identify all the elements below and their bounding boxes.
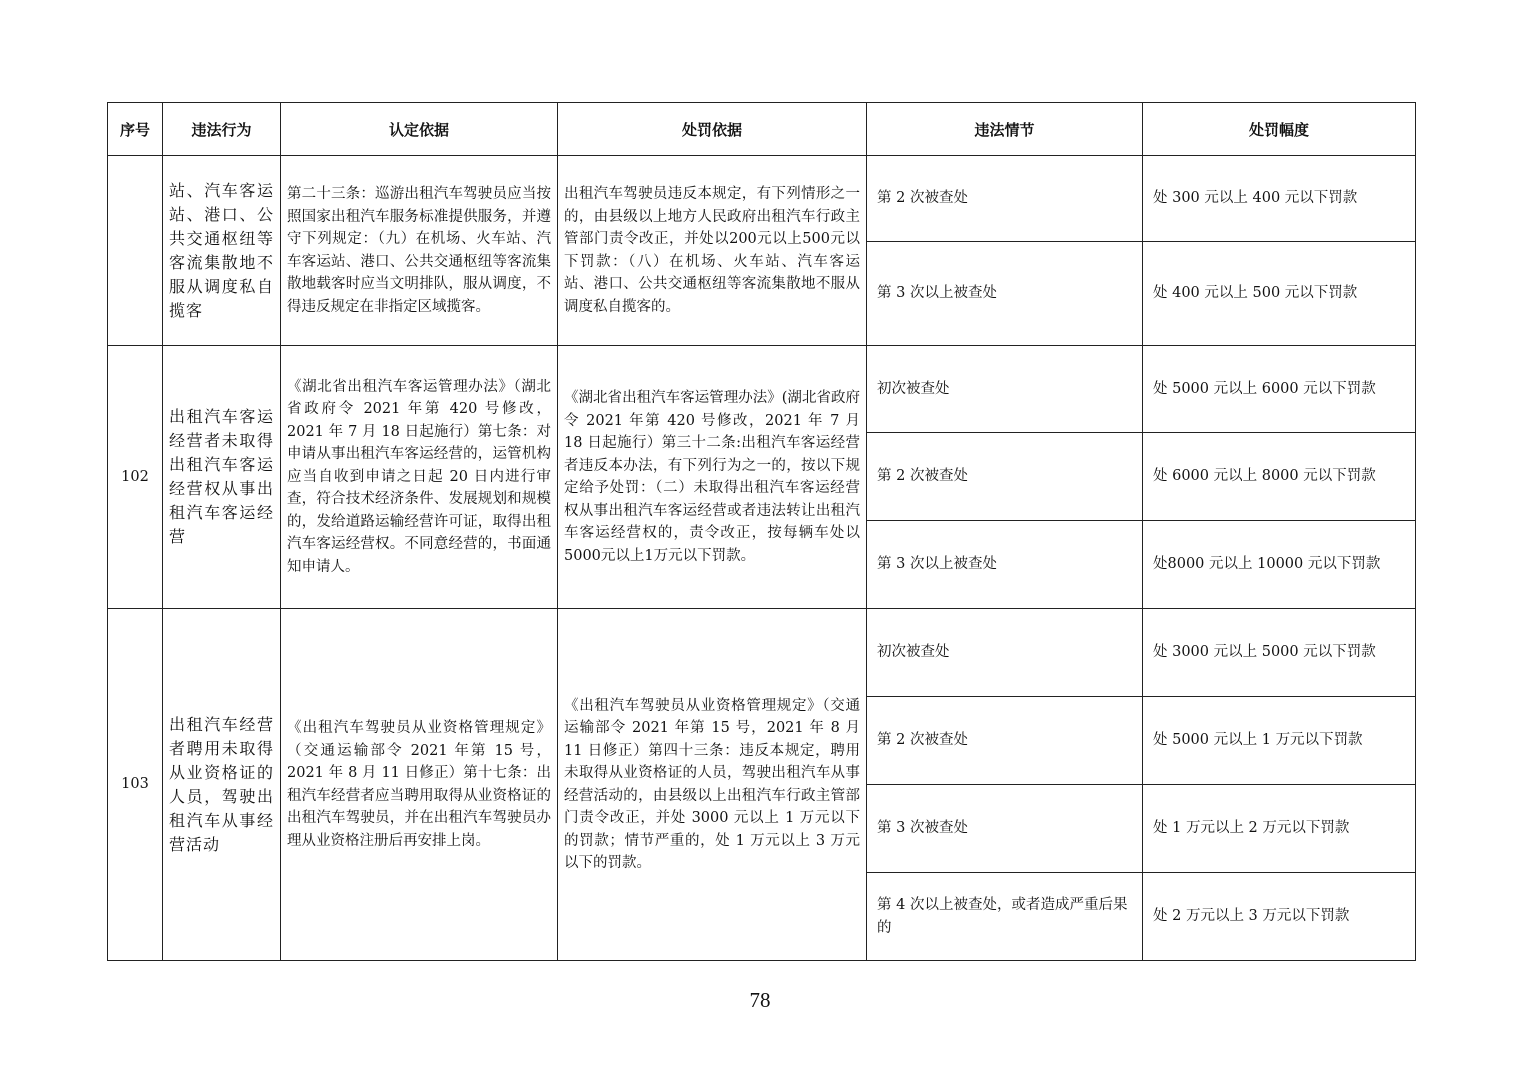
page-number: 78 <box>749 988 771 1012</box>
row-basis-determination: 《湖北省出租汽车客运管理办法》（湖北省政府令 2021 年第 420 号修改，2021 年 7 月 18 日起施行）第七条：对申请从事出租汽车客运经营的，运管机构应当自收到申请之日起 20 日内进行审查，符合技术经济条件、发展规划和规模的，发给道路运输经营许可证，取得出租汽车客运经营权。不同意经营的，书面通知申请人。 <box>281 346 558 609</box>
row-seq <box>108 156 163 346</box>
row-seq: 102 <box>108 346 163 609</box>
row-circumstance: 第 3 次以上被查处 <box>867 242 1143 346</box>
row-circumstance: 第 2 次被查处 <box>867 156 1143 242</box>
row-basis-penalty: 出租汽车驾驶员违反本规定，有下列情形之一的，由县级以上地方人民政府出租汽车行政主管部门责令改正，并处以200元以上500元以下罚款：（八）在机场、火车站、汽车客运站、港口、公共交通枢纽等客流集散地不服从调度私自揽客的。 <box>558 156 867 346</box>
table-row <box>108 346 1416 433</box>
row-basis-penalty: 《出租汽车驾驶员从业资格管理规定》（交通运输部令 2021 年第 15 号，2021 年 8 月 11 日修正）第四十三条：违反本规定，聘用未取得从业资格证的人员，驾驶出租汽车从事经营活动的，由县级以上出租汽车行政主管部门责令改正，并处 3000 元以上 1 万元以下的罚款；情节严重的，处 1 万元以上 3 万元以下的罚款。 <box>558 609 867 961</box>
header-seq: 序号 <box>108 103 163 156</box>
row-penalty: 处8000 元以上 10000 元以下罚款 <box>1143 521 1416 609</box>
row-penalty: 处 2 万元以上 3 万元以下罚款 <box>1143 873 1416 961</box>
row-circumstance: 初次被查处 <box>867 346 1143 433</box>
table-header-row <box>108 103 1416 156</box>
row-basis-determination: 第二十三条：巡游出租汽车驾驶员应当按照国家出租汽车服务标准提供服务，并遵守下列规定：（九）在机场、火车站、汽车客运站、港口、公共交通枢纽等客流集散地载客时应当文明排队，服从调度，不得违反规定在非指定区域揽客。 <box>281 156 558 346</box>
header-penalty-range: 处罚幅度 <box>1143 103 1416 156</box>
table-row <box>108 156 1416 242</box>
row-act: 出租汽车经营者聘用未取得从业资格证的人员，驾驶出租汽车从事经营活动 <box>163 609 281 961</box>
header-act: 违法行为 <box>163 103 281 156</box>
row-circumstance: 第 4 次以上被查处，或者造成严重后果的 <box>867 873 1143 961</box>
row-circumstance: 初次被查处 <box>867 609 1143 697</box>
row-penalty: 处 6000 元以上 8000 元以下罚款 <box>1143 433 1416 521</box>
header-basis-penalty: 处罚依据 <box>558 103 867 156</box>
row-penalty: 处 400 元以上 500 元以下罚款 <box>1143 242 1416 346</box>
row-circumstance: 第 3 次被查处 <box>867 785 1143 873</box>
row-penalty: 处 1 万元以上 2 万元以下罚款 <box>1143 785 1416 873</box>
row-penalty: 处 3000 元以上 5000 元以下罚款 <box>1143 609 1416 697</box>
row-circumstance: 第 2 次被查处 <box>867 433 1143 521</box>
row-penalty: 处 5000 元以上 1 万元以下罚款 <box>1143 697 1416 785</box>
row-act: 出租汽车客运经营者未取得出租汽车客运经营权从事出租汽车客运经营 <box>163 346 281 609</box>
row-basis-penalty: 《湖北省出租汽车客运管理办法》(湖北省政府令 2021 年第 420 号修改，2021 年 7 月 18 日起施行）第三十二条:出租汽车客运经营者违反本办法，有下列行为之一的，按以下规定给予处罚：（二）未取得出租汽车客运经营权从事出租汽车客运经营或者违法转让出租汽车客运经营权的，责令改正，按每辆车处以5000元以上1万元以下罚款。 <box>558 346 867 609</box>
row-seq: 103 <box>108 609 163 961</box>
header-basis-determination: 认定依据 <box>281 103 558 156</box>
row-penalty: 处 5000 元以上 6000 元以下罚款 <box>1143 346 1416 433</box>
row-penalty: 处 300 元以上 400 元以下罚款 <box>1143 156 1416 242</box>
row-circumstance: 第 3 次以上被查处 <box>867 521 1143 609</box>
penalty-table <box>107 102 1416 961</box>
header-circumstance: 违法情节 <box>867 103 1143 156</box>
row-basis-determination: 《出租汽车驾驶员从业资格管理规定》（交通运输部令 2021 年第 15 号，2021 年 8 月 11 日修正）第十七条：出租汽车经营者应当聘用取得从业资格证的出租汽车驾驶员，并在出租汽车驾驶员办理从业资格注册后再安排上岗。 <box>281 609 558 961</box>
row-act: 站、汽车客运站、港口、公共交通枢纽等客流集散地不服从调度私自揽客 <box>163 156 281 346</box>
row-circumstance: 第 2 次被查处 <box>867 697 1143 785</box>
table-row <box>108 609 1416 697</box>
